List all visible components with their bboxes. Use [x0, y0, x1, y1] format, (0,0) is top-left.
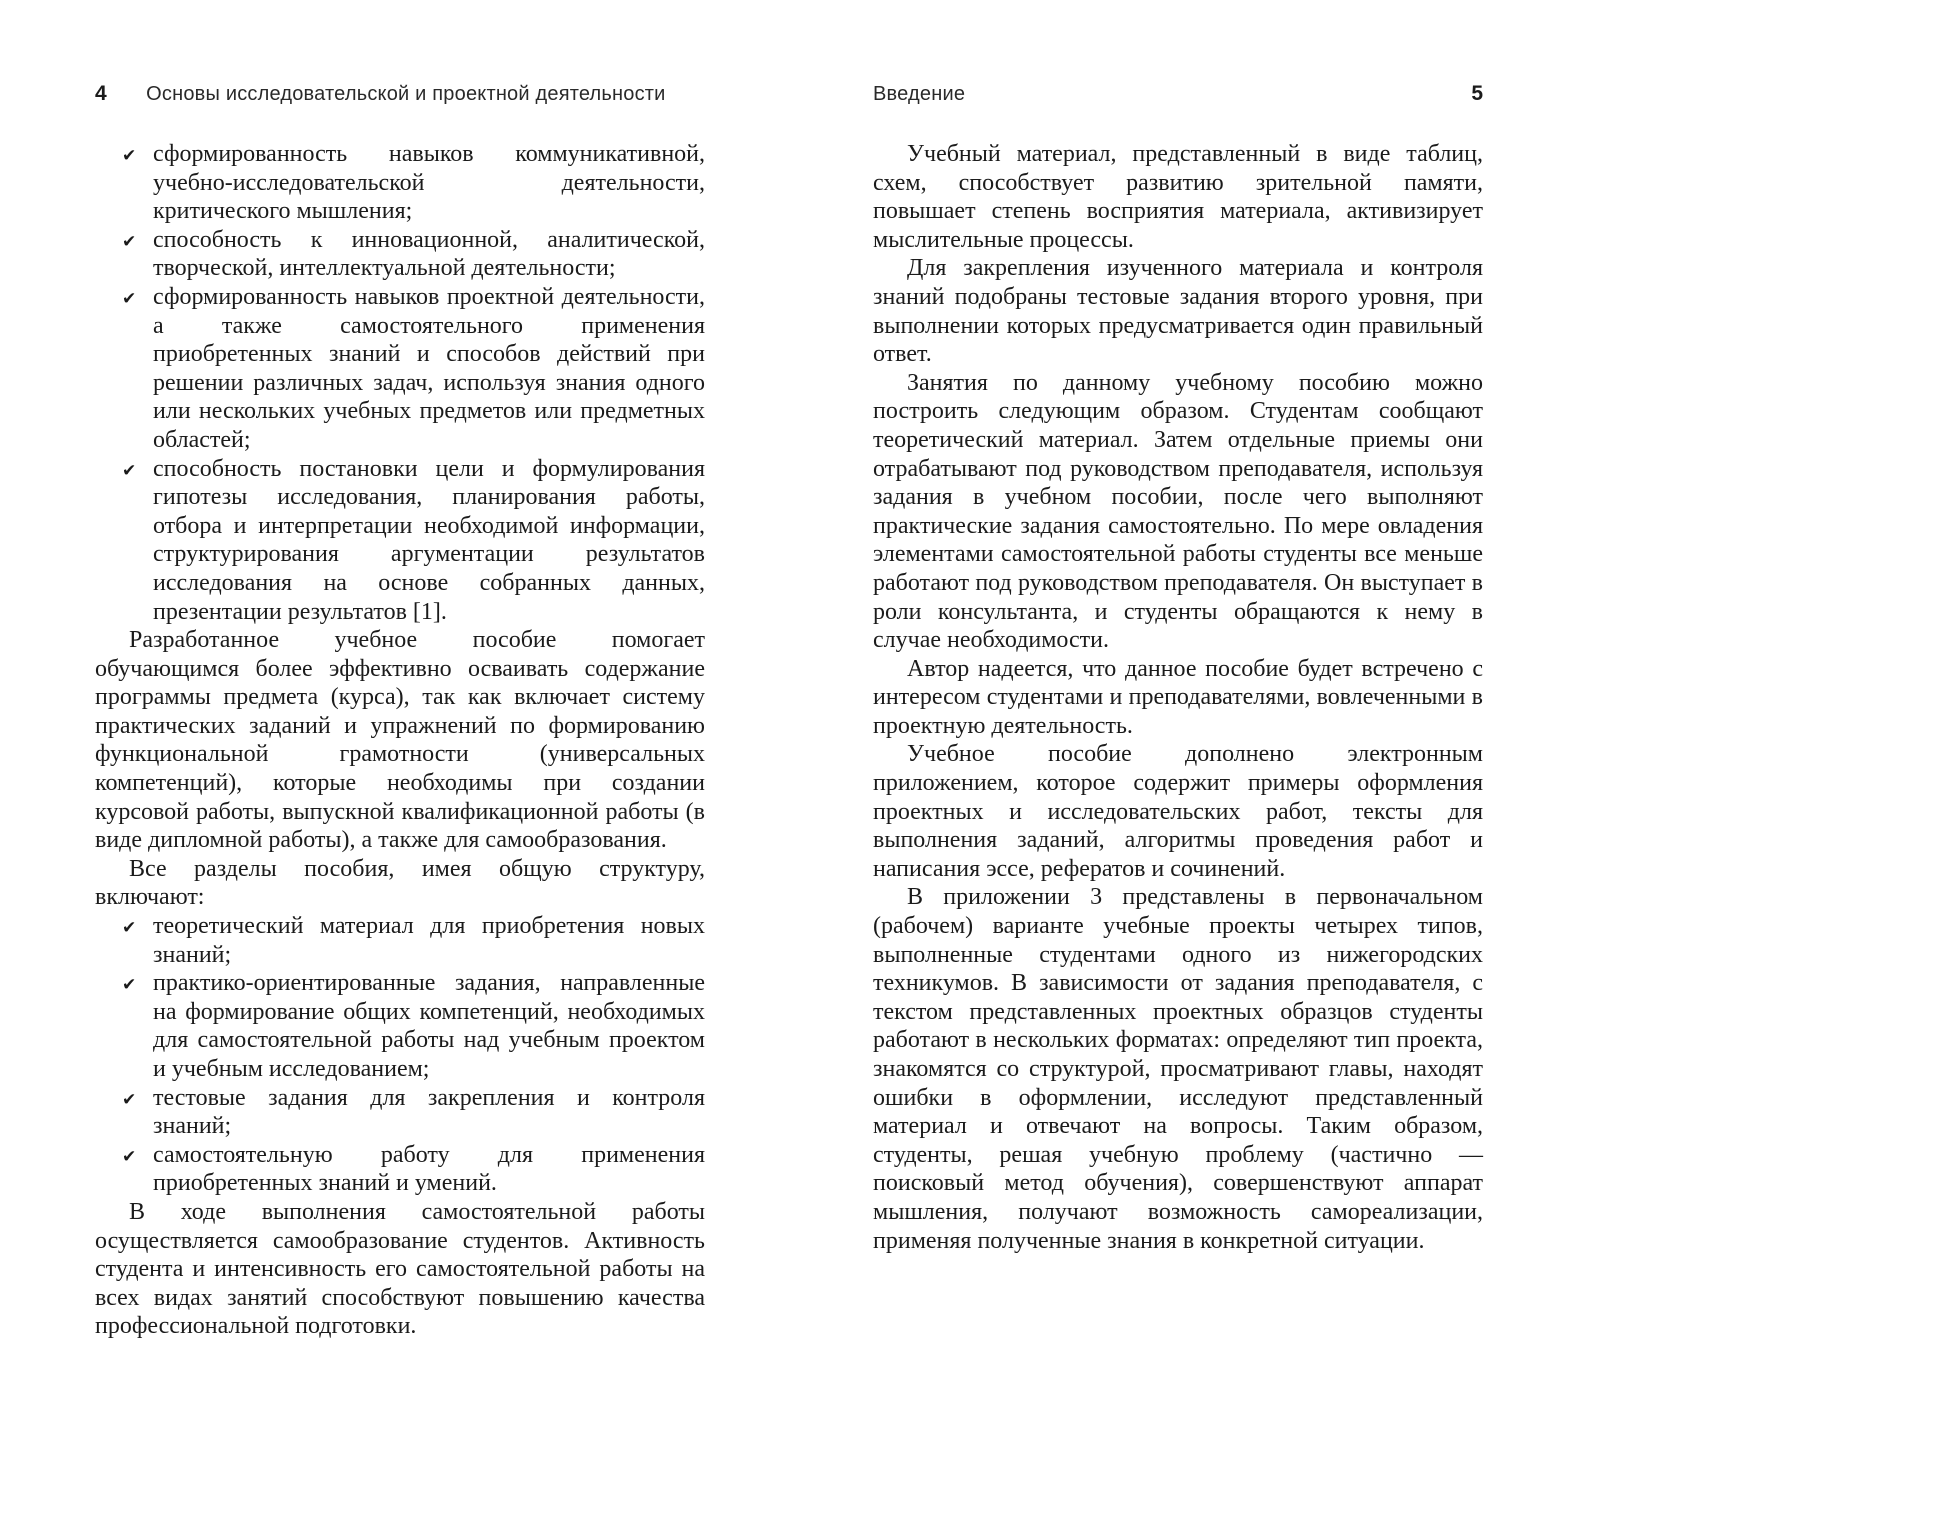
paragraph: В ходе выполнения самостоятельной работы осуществляется самообразование студентов. Активность студента и интенсивность его самостоятельной работы на всех видах занятий способствуют повышению качества профессиональной подготовки.: [95, 1198, 705, 1340]
left-page-number: 4: [95, 82, 107, 105]
left-running-head: [95, 82, 705, 108]
list-item-text: тестовые задания для закрепления и контроля знаний;: [153, 1084, 705, 1140]
list-item: [95, 1084, 705, 1141]
list-item: [95, 1141, 705, 1198]
list-item: [95, 140, 705, 226]
check-bullet-icon: ✔: [122, 146, 137, 166]
paragraph: Учебный материал, представленный в виде таблиц, схем, способствует развитию зрительной памяти, повышает степень восприятия материала, активизирует мыслительные процессы.: [873, 141, 1483, 253]
page-left: [95, 82, 705, 1520]
check-bullet-icon: ✔: [122, 288, 137, 309]
check-bullet-icon: ✔: [122, 1089, 137, 1110]
list-item-text: сформированность навыков коммуникативной, учебно-исследовательской деятельности, критического мышления;: [153, 141, 705, 225]
paragraph: Учебное пособие дополнено электронным приложением, которое содержит примеры оформления проектных и исследовательских работ, тексты для выполнения заданий, алгоритмы проведения работ и написания эссе, рефератов и сочинений.: [873, 741, 1483, 882]
check-bullet-icon: ✔: [122, 1146, 137, 1167]
right-page-body: [873, 140, 1483, 1255]
right-running-head: [873, 82, 1483, 108]
right-page-number: 5: [1471, 82, 1483, 105]
check-bullet-icon: ✔: [122, 460, 137, 481]
check-bullet-icon: ✔: [122, 918, 137, 939]
list-item-text: способность постановки цели и формулирования гипотезы исследования, планирования работы, отбора и интерпретации необходимой информации, структурирования аргументации результатов исследования на основе собранных данных, презентации результатов [1].: [153, 455, 705, 625]
list-item: [95, 283, 705, 455]
list-item-text: практико-ориентированные задания, направленные на формирование общих компетенций, необходимых для самостоятельной работы над учебным проектом и учебным исследованием;: [153, 970, 705, 1082]
list-item-text: сформированность навыков проектной деятельности, а также самостоятельного применения приобретенных знаний и способов действий при решении различных задач, используя знания одного или нескольких учебных предметов или предметных областей;: [153, 283, 705, 453]
list-item-text: способность к инновационной, аналитической, творческой, интеллектуальной деятельности;: [153, 226, 705, 282]
paragraph: В приложении 3 представлены в первоначальном (рабочем) варианте учебные проекты четырех типов, выполненные студентами одного из нижегородских техникумов. В зависимости от задания преподавателя, с текстом представленных проектных образцов студенты работают в нескольких форматах: определяют тип проекта, знакомятся со структурой, просматривают главы, находят ошибки в оформлении, исследуют представленный материал и отвечают на вопросы. Таким образом, студенты, решая учебную проблему (частично — поисковый метод обучения), совершенствуют аппарат мышления, получают возможность самореализации, применяя полученные знания в конкретной ситуации.: [873, 884, 1483, 1254]
check-bullet-icon: ✔: [122, 975, 137, 996]
paragraph: Занятия по данному учебному пособию можно построить следующим образом. Студентам сообщают теоретический материал. Затем отдельные приемы они отрабатывают под руководством преподавателя, используя задания в учебном пособии, после чего выполняют практические задания самостоятельно. По мере овладения элементами самостоятельной работы студенты все меньше работают под руководством преподавателя. Он выступает в роли консультанта, и студенты обращаются к нему в случае необходимости.: [873, 369, 1483, 654]
list-item-text: самостоятельную работу для применения приобретенных знаний и умений.: [153, 1141, 705, 1197]
paragraph: Все разделы пособия, имея общую структуру, включают:: [95, 855, 705, 911]
list-item: [95, 912, 705, 969]
paragraph: Разработанное учебное пособие помогает обучающимся более эффективно осваивать содержание программы предмета (курса), так как включает систему практических заданий и упражнений по формированию функциональной грамотности (универсальных компетенций), которые необходимы при создании курсовой работы, выпускной квалификационной работы (в виде дипломной работы), а также для самообразования.: [95, 627, 705, 854]
list-item: [95, 969, 705, 1083]
paragraph: Автор надеется, что данное пособие будет встречено с интересом студентами и преподавателями, вовлеченными в проектную деятельность.: [873, 655, 1483, 739]
left-running-title: Основы исследовательской и проектной деятельности: [146, 83, 666, 105]
check-bullet-icon: ✔: [122, 231, 137, 252]
list-item: [95, 455, 705, 627]
list-item-text: теоретический материал для приобретения новых знаний;: [153, 913, 705, 968]
list-item: [95, 226, 705, 283]
paragraph: Для закрепления изученного материала и контроля знаний подобраны тестовые задания второго уровня, при выполнении которых предусматривается один правильный ответ.: [873, 255, 1483, 368]
right-running-title: Введение: [873, 83, 966, 105]
page-right: [873, 82, 1483, 1520]
left-page-body: [95, 140, 705, 1341]
